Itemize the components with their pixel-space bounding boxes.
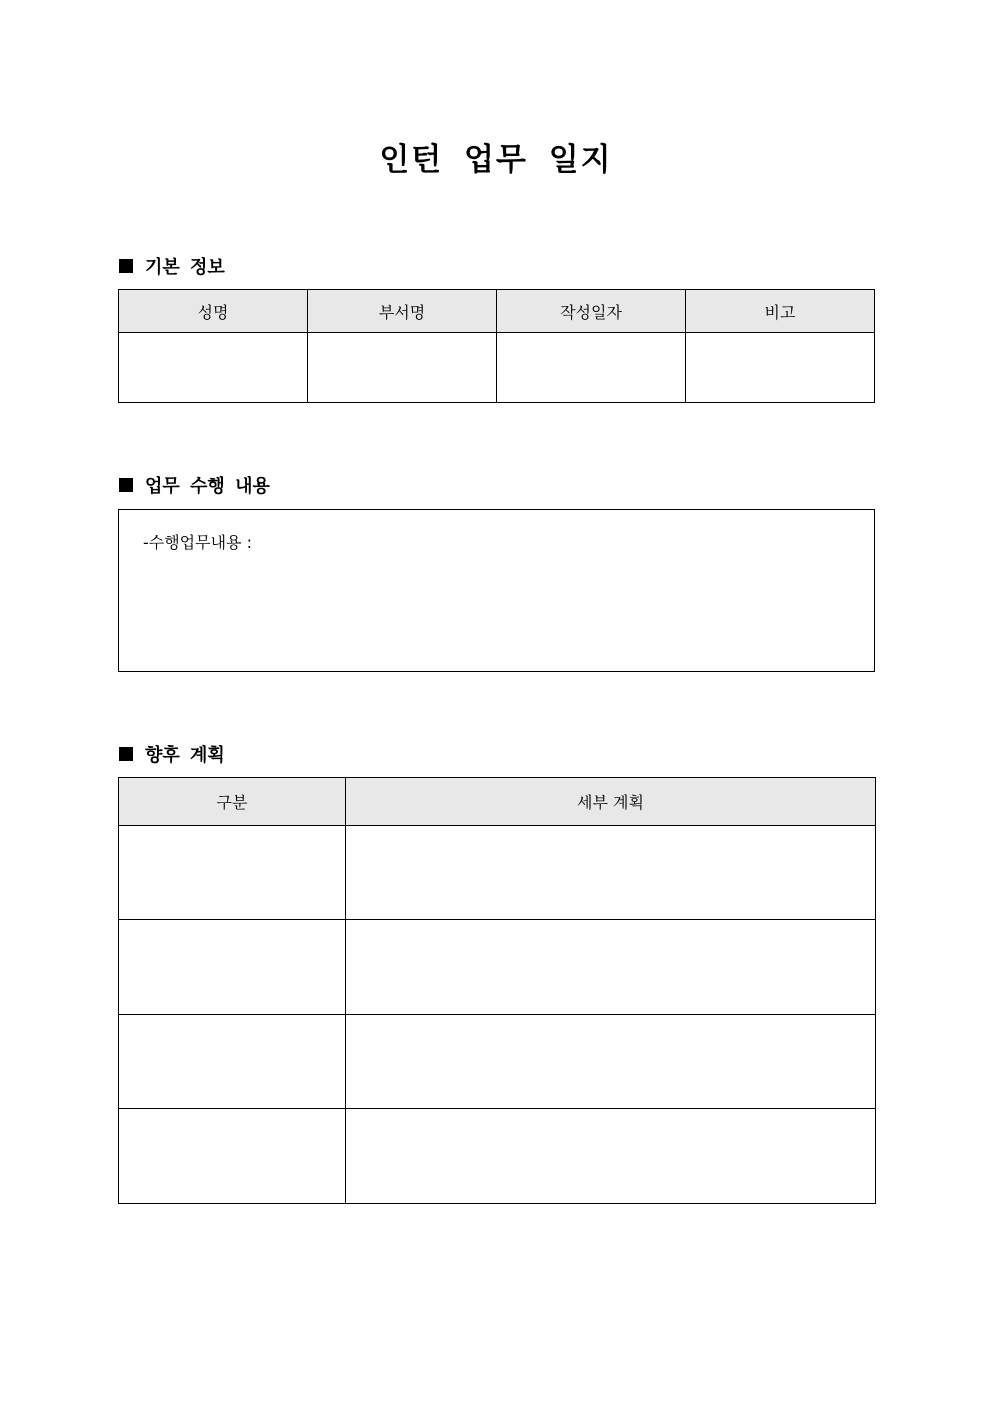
section-heading-work bbox=[119, 472, 270, 498]
column-header-date: 작성일자 bbox=[497, 290, 686, 333]
remarks-cell[interactable] bbox=[686, 333, 875, 403]
work-content-label: -수행업무내용 : bbox=[143, 533, 252, 552]
table-row bbox=[119, 826, 876, 920]
department-cell[interactable] bbox=[308, 333, 497, 403]
section-heading-label: 업무 수행 내용 bbox=[145, 476, 270, 497]
category-cell[interactable] bbox=[119, 1109, 346, 1204]
basic-info-table bbox=[118, 289, 875, 403]
column-header-detail-plan: 세부 계획 bbox=[346, 778, 876, 826]
table-header-row bbox=[119, 778, 876, 826]
table-row bbox=[119, 920, 876, 1015]
column-header-department: 부서명 bbox=[308, 290, 497, 333]
plan-table bbox=[118, 777, 876, 1204]
section-heading-basic-info bbox=[119, 253, 225, 279]
date-cell[interactable] bbox=[497, 333, 686, 403]
table-row bbox=[119, 1015, 876, 1109]
detail-plan-cell[interactable] bbox=[346, 920, 876, 1015]
table-row bbox=[119, 1109, 876, 1204]
detail-plan-cell[interactable] bbox=[346, 1109, 876, 1204]
column-header-name: 성명 bbox=[119, 290, 308, 333]
section-heading-label: 향후 계획 bbox=[145, 745, 225, 766]
work-content-box[interactable] bbox=[118, 509, 875, 672]
column-header-category: 구분 bbox=[119, 778, 346, 826]
name-cell[interactable] bbox=[119, 333, 308, 403]
square-bullet-icon bbox=[119, 747, 133, 761]
square-bullet-icon bbox=[119, 478, 133, 492]
square-bullet-icon bbox=[119, 259, 133, 273]
column-header-remarks: 비고 bbox=[686, 290, 875, 333]
detail-plan-cell[interactable] bbox=[346, 826, 876, 920]
detail-plan-cell[interactable] bbox=[346, 1015, 876, 1109]
section-heading-plan bbox=[119, 741, 225, 767]
table-header-row bbox=[119, 290, 875, 333]
category-cell[interactable] bbox=[119, 826, 346, 920]
category-cell[interactable] bbox=[119, 920, 346, 1015]
category-cell[interactable] bbox=[119, 1015, 346, 1109]
section-heading-label: 기본 정보 bbox=[145, 257, 225, 278]
document-title: 인턴 업무 일지 bbox=[379, 142, 613, 178]
table-row bbox=[119, 333, 875, 403]
